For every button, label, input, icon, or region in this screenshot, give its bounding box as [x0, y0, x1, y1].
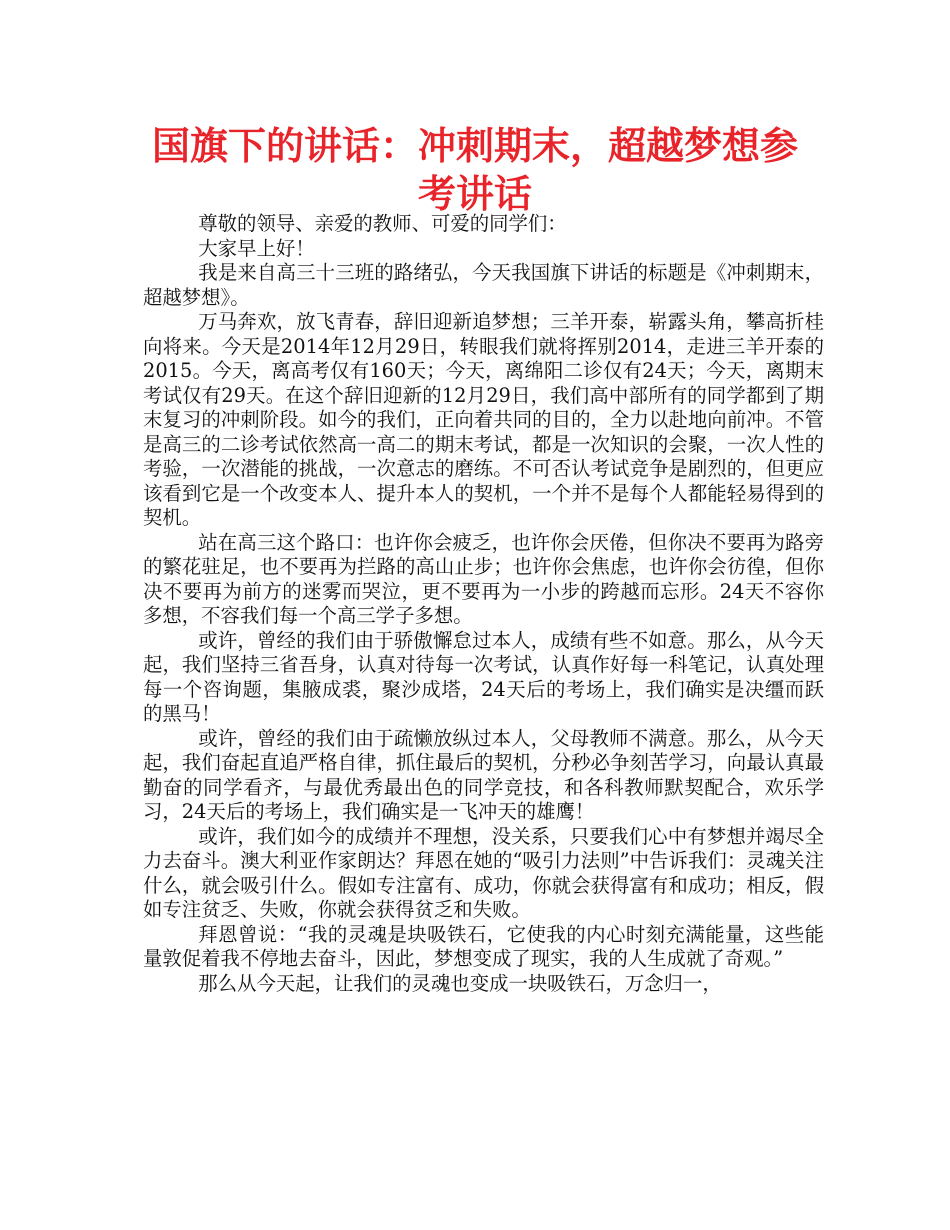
paragraph: 那么从今天起，让我们的灵魂也变成一块吸铁石，万念归一，: [198, 971, 722, 995]
paragraph: 万马奔欢，放飞青春，辞旧迎新追梦想；三羊开泰，崭露头角，攀高折桂向将来。今天是2014年12月29日，转眼我们就将挥别2014，走进三羊开泰的2015。今天，离高考仅有160天；今天，离绵阳二诊仅有24天；今天，离期末考试仅有29天。在这个辞旧迎新的12月29日，我们高中部所有的同学都到了期末复习的冲刺阶段。如今的我们，正向着共同的目的，全力以赴地向前冲。不管是高三的二诊考试依然高一高二的期末考试，都是一次知识的会聚，一次人性的考验，一次潜能的挑战，一次意志的磨练。不可否认考试竞争是剧烈的，但更应该看到它是一个改变本人、提升本人的契机，一个并不是每个人都能轻易得到的契机。: [143, 310, 824, 529]
paragraph: 或许，我们如今的成绩并不理想，没关系，只要我们心中有梦想并竭尽全力去奋斗。澳大利亚作家朗达？拜恩在她的“吸引力法则”中告诉我们：灵魂关注什么，就会吸引什么。假如专注富有、成功，你就会获得富有和成功；相反，假如专注贫乏、失败，你就会获得贫乏和失败。: [143, 824, 824, 921]
paragraph-introduction: 我是来自高三十三班的路绪弘，今天我国旗下讲话的标题是《冲刺期末，超越梦想》。: [143, 261, 824, 309]
page-title: 国旗下的讲话：冲刺期末，超越梦想参考讲话: [151, 124, 798, 216]
document-body: [143, 212, 824, 996]
paragraph: 站在高三这个路口：也许你会疲乏，也许你会厌倦，但你决不要再为路旁的繁花驻足，也不要再为拦路的高山止步；也许你会焦虑，也许你会彷徨，但你决不要再为前方的迷雾而哭泣，更不要再为一小步的跨越而忘形。24天不容你多想，不容我们每一个高三学子多想。: [143, 530, 824, 627]
paragraph-greeting: 尊敬的领导、亲爱的教师、可爱的同学们：: [198, 212, 567, 235]
paragraph: 或许，曾经的我们由于骄傲懈怠过本人，成绩有些不如意。那么，从今天起，我们坚持三省吾身，认真对待每一次考试，认真作好每一科笔记，认真处理每一个咨询题，集腋成裘，聚沙成塔，24天后的考场上，我们确实是决缰而跃的黑马！: [143, 628, 824, 725]
paragraph-salutation: 大家早上好！: [198, 236, 315, 260]
paragraph: 或许，曾经的我们由于疏懒放纵过本人，父母教师不满意。那么，从今天起，我们奋起直追严格自律，抓住最后的契机，分秒必争刻苦学习，向最认真最勤奋的同学看齐，与最优秀最出色的同学竞技，和各科教师默契配合，欢乐学习，24天后的考场上，我们确实是一飞冲天的雄鹰！: [143, 726, 824, 823]
paragraph: 拜恩曾说：“我的灵魂是块吸铁石，它使我的内心时刻充满能量，这些能量敦促着我不停地去奋斗，因此，梦想变成了现实，我的人生成就了奇观。”: [143, 922, 824, 970]
